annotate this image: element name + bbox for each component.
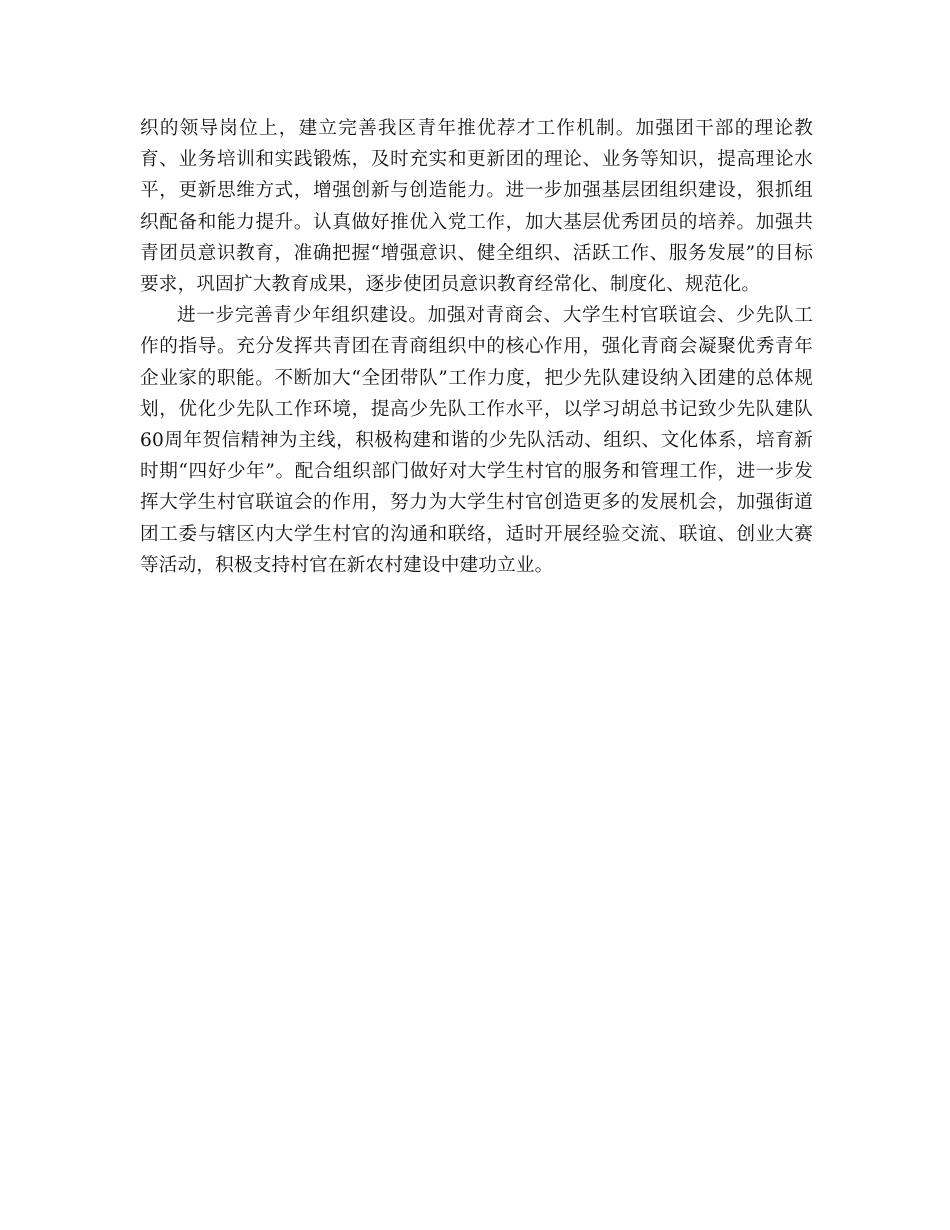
paragraph-1: 织的领导岗位上，建立完善我区青年推优荐才工作机制。加强团干部的理论教育、业务培训和实践锻炼，及时充实和更新团的理论、业务等知识，提高理论水平，更新思维方式，增强创新与创造能力。进一步加强基层团组织建设，狠抓组织配备和能力提升。认真做好推优入党工作，加大基层优秀团员的培养。加强共青团员意识教育，准确把握“增强意识、健全组织、活跃工作、服务发展”的目标要求，巩固扩大教育成果，逐步使团员意识教育经常化、制度化、规范化。 [140, 118, 813, 296]
document-body [140, 113, 813, 581]
paragraph-2: 进一步完善青少年组织建设。加强对青商会、大学生村官联谊会、少先队工作的指导。充分发挥共青团在青商组织中的核心作用，强化青商会凝聚优秀青年企业家的职能。不断加大“全团带队”工作力度，把少先队建设纳入团建的总体规划，优化少先队工作环境，提高少先队工作水平，以学习胡总书记致少先队建队60周年贺信精神为主线，积极构建和谐的少先队活动、组织、文化体系，培育新时期“四好少年”。配合组织部门做好对大学生村官的服务和管理工作，进一步发挥大学生村官联谊会的作用，努力为大学生村官创造更多的发展机会，加强街道团工委与辖区内大学生村官的沟通和联络，适时开展经验交流、联谊、创业大赛等活动，积极支持村官在新农村建设中建功立业。 [140, 305, 813, 576]
